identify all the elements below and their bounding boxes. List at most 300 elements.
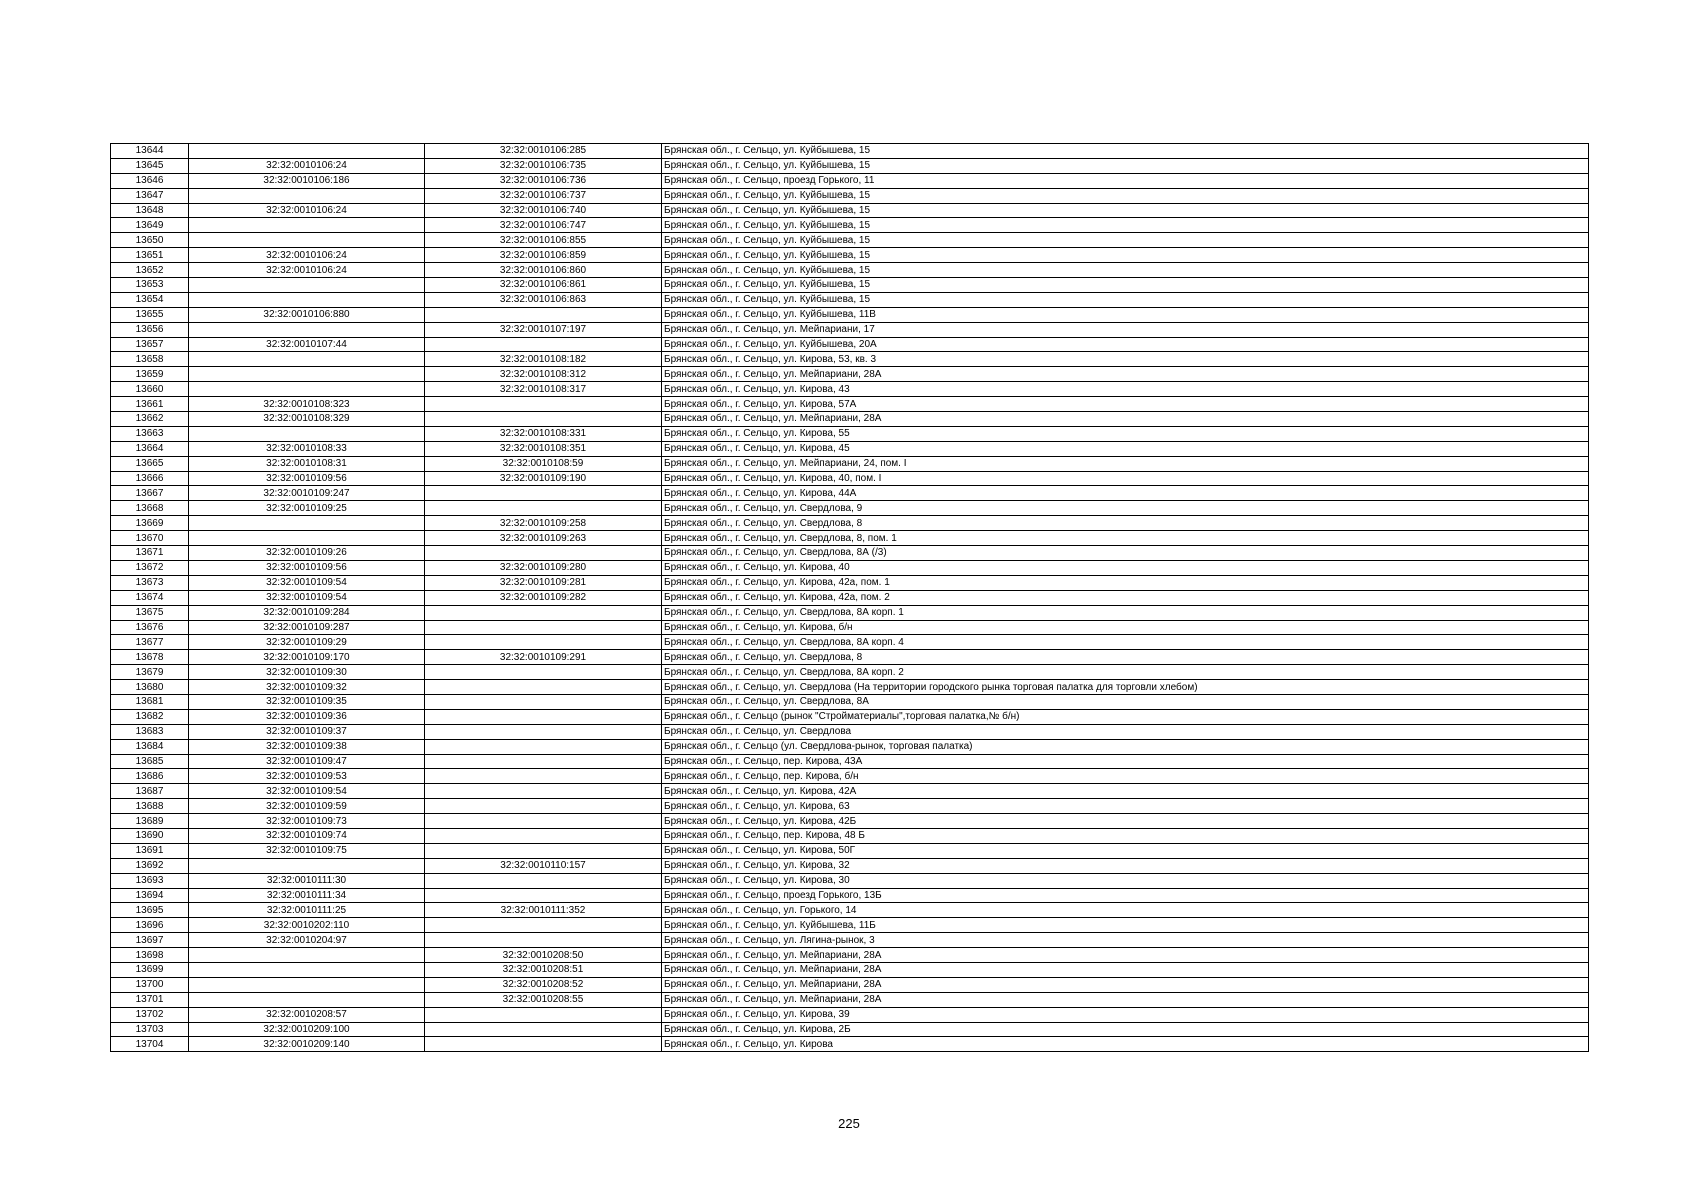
object-cadastral-number-cell xyxy=(425,307,662,322)
land-cadastral-number-cell: 32:32:0010109:54 xyxy=(189,575,425,590)
land-cadastral-number-cell xyxy=(189,188,425,203)
address-cell: Брянская обл., г. Сельцо, ул. Кирова xyxy=(662,1037,1589,1052)
table-row xyxy=(111,248,1589,263)
table-row xyxy=(111,694,1589,709)
object-cadastral-number-cell xyxy=(425,605,662,620)
row-number-cell: 13692 xyxy=(111,858,189,873)
page-number: 225 xyxy=(838,1116,860,1131)
table-row xyxy=(111,560,1589,575)
table-row xyxy=(111,962,1589,977)
table-row xyxy=(111,665,1589,680)
row-number-cell: 13704 xyxy=(111,1037,189,1052)
row-number-cell: 13668 xyxy=(111,501,189,516)
row-number-cell: 13646 xyxy=(111,173,189,188)
address-cell: Брянская обл., г. Сельцо, ул. Кирова, 50Г xyxy=(662,843,1589,858)
land-cadastral-number-cell: 32:32:0010109:56 xyxy=(189,560,425,575)
object-cadastral-number-cell: 32:32:0010208:50 xyxy=(425,948,662,963)
object-cadastral-number-cell xyxy=(425,843,662,858)
row-number-cell: 13665 xyxy=(111,456,189,471)
row-number-cell: 13697 xyxy=(111,933,189,948)
land-cadastral-number-cell xyxy=(189,858,425,873)
land-cadastral-number-cell xyxy=(189,992,425,1007)
row-number-cell: 13661 xyxy=(111,397,189,412)
object-cadastral-number-cell: 32:32:0010108:317 xyxy=(425,382,662,397)
table-row xyxy=(111,367,1589,382)
table-row xyxy=(111,144,1589,159)
table-row xyxy=(111,278,1589,293)
object-cadastral-number-cell: 32:32:0010106:747 xyxy=(425,218,662,233)
row-number-cell: 13648 xyxy=(111,203,189,218)
row-number-cell: 13649 xyxy=(111,218,189,233)
land-cadastral-number-cell xyxy=(189,352,425,367)
object-cadastral-number-cell: 32:32:0010111:352 xyxy=(425,903,662,918)
land-cadastral-number-cell xyxy=(189,322,425,337)
object-cadastral-number-cell: 32:32:0010107:197 xyxy=(425,322,662,337)
table-row xyxy=(111,739,1589,754)
land-cadastral-number-cell xyxy=(189,962,425,977)
address-cell: Брянская обл., г. Сельцо, ул. Куйбышева, 15 xyxy=(662,188,1589,203)
table-row xyxy=(111,873,1589,888)
table-row xyxy=(111,501,1589,516)
address-cell: Брянская обл., г. Сельцо, ул. Кирова, 40, пом. I xyxy=(662,471,1589,486)
address-cell: Брянская обл., г. Сельцо, проезд Горького, 13Б xyxy=(662,888,1589,903)
land-cadastral-number-cell: 32:32:0010109:29 xyxy=(189,635,425,650)
row-number-cell: 13683 xyxy=(111,724,189,739)
table-row xyxy=(111,933,1589,948)
land-cadastral-number-cell: 32:32:0010107:44 xyxy=(189,337,425,352)
table-row xyxy=(111,769,1589,784)
address-cell: Брянская обл., г. Сельцо, ул. Кирова, 45 xyxy=(662,441,1589,456)
table-row xyxy=(111,814,1589,829)
address-cell: Брянская обл., г. Сельцо, проезд Горького, 11 xyxy=(662,173,1589,188)
row-number-cell: 13699 xyxy=(111,962,189,977)
row-number-cell: 13682 xyxy=(111,709,189,724)
address-cell: Брянская обл., г. Сельцо, ул. Кирова, 55 xyxy=(662,426,1589,441)
table-row xyxy=(111,754,1589,769)
row-number-cell: 13672 xyxy=(111,560,189,575)
table-row xyxy=(111,158,1589,173)
table-row xyxy=(111,992,1589,1007)
address-cell: Брянская обл., г. Сельцо, ул. Куйбышева, 15 xyxy=(662,263,1589,278)
table-row xyxy=(111,337,1589,352)
address-cell: Брянская обл., г. Сельцо, ул. Свердлова, 8А xyxy=(662,694,1589,709)
row-number-cell: 13693 xyxy=(111,873,189,888)
address-cell: Брянская обл., г. Сельцо, ул. Свердлова, 8А корп. 2 xyxy=(662,665,1589,680)
row-number-cell: 13695 xyxy=(111,903,189,918)
address-cell: Брянская обл., г. Сельцо, ул. Свердлова, 8 xyxy=(662,516,1589,531)
address-cell: Брянская обл., г. Сельцо, ул. Куйбышева, 11В xyxy=(662,307,1589,322)
row-number-cell: 13690 xyxy=(111,828,189,843)
object-cadastral-number-cell xyxy=(425,665,662,680)
row-number-cell: 13657 xyxy=(111,337,189,352)
address-cell: Брянская обл., г. Сельцо, ул. Свердлова, 8 xyxy=(662,650,1589,665)
table-row xyxy=(111,218,1589,233)
table-row xyxy=(111,233,1589,248)
address-cell: Брянская обл., г. Сельцо, ул. Свердлова, 8А корп. 4 xyxy=(662,635,1589,650)
object-cadastral-number-cell xyxy=(425,814,662,829)
row-number-cell: 13658 xyxy=(111,352,189,367)
address-cell: Брянская обл., г. Сельцо, ул. Кирова, 43 xyxy=(662,382,1589,397)
object-cadastral-number-cell xyxy=(425,337,662,352)
land-cadastral-number-cell: 32:32:0010109:36 xyxy=(189,709,425,724)
table-row xyxy=(111,799,1589,814)
object-cadastral-number-cell: 32:32:0010106:859 xyxy=(425,248,662,263)
table-row xyxy=(111,546,1589,561)
land-cadastral-number-cell xyxy=(189,292,425,307)
table-row xyxy=(111,843,1589,858)
address-cell: Брянская обл., г. Сельцо, ул. Кирова, 42а, пом. 2 xyxy=(662,590,1589,605)
address-cell: Брянская обл., г. Сельцо, ул. Свердлова, 8А (/3) xyxy=(662,546,1589,561)
land-cadastral-number-cell: 32:32:0010106:24 xyxy=(189,263,425,278)
address-cell: Брянская обл., г. Сельцо, ул. Лягина-рынок, 3 xyxy=(662,933,1589,948)
object-cadastral-number-cell xyxy=(425,828,662,843)
land-cadastral-number-cell: 32:32:0010108:33 xyxy=(189,441,425,456)
object-cadastral-number-cell xyxy=(425,1022,662,1037)
object-cadastral-number-cell xyxy=(425,933,662,948)
row-number-cell: 13652 xyxy=(111,263,189,278)
table-row xyxy=(111,1022,1589,1037)
row-number-cell: 13701 xyxy=(111,992,189,1007)
row-number-cell: 13679 xyxy=(111,665,189,680)
row-number-cell: 13653 xyxy=(111,278,189,293)
address-cell: Брянская обл., г. Сельцо, ул. Кирова, 2Б xyxy=(662,1022,1589,1037)
land-cadastral-number-cell: 32:32:0010106:880 xyxy=(189,307,425,322)
object-cadastral-number-cell xyxy=(425,1007,662,1022)
object-cadastral-number-cell xyxy=(425,397,662,412)
object-cadastral-number-cell: 32:32:0010108:182 xyxy=(425,352,662,367)
land-cadastral-number-cell: 32:32:0010109:35 xyxy=(189,694,425,709)
object-cadastral-number-cell: 32:32:0010208:51 xyxy=(425,962,662,977)
object-cadastral-number-cell xyxy=(425,873,662,888)
object-cadastral-number-cell: 32:32:0010106:740 xyxy=(425,203,662,218)
address-cell: Брянская обл., г. Сельцо, ул. Куйбышева, 11Б xyxy=(662,918,1589,933)
address-cell: Брянская обл., г. Сельцо, пер. Кирова, 48 Б xyxy=(662,828,1589,843)
table-row xyxy=(111,486,1589,501)
address-cell: Брянская обл., г. Сельцо, ул. Мейпариани, 24, пом. I xyxy=(662,456,1589,471)
object-cadastral-number-cell xyxy=(425,724,662,739)
table-row xyxy=(111,456,1589,471)
table-row xyxy=(111,575,1589,590)
object-cadastral-number-cell: 32:32:0010108:331 xyxy=(425,426,662,441)
address-cell: Брянская обл., г. Сельцо, ул. Мейпариани, 28А xyxy=(662,412,1589,427)
object-cadastral-number-cell: 32:32:0010106:863 xyxy=(425,292,662,307)
address-cell: Брянская обл., г. Сельцо, ул. Свердлова, 9 xyxy=(662,501,1589,516)
table-row xyxy=(111,784,1589,799)
land-cadastral-number-cell: 32:32:0010109:47 xyxy=(189,754,425,769)
address-cell: Брянская обл., г. Сельцо, ул. Куйбышева, 15 xyxy=(662,218,1589,233)
row-number-cell: 13688 xyxy=(111,799,189,814)
row-number-cell: 13677 xyxy=(111,635,189,650)
address-cell: Брянская обл., г. Сельцо, ул. Свердлова, 8А корп. 1 xyxy=(662,605,1589,620)
row-number-cell: 13702 xyxy=(111,1007,189,1022)
address-cell: Брянская обл., г. Сельцо, ул. Кирова, 39 xyxy=(662,1007,1589,1022)
table-row xyxy=(111,888,1589,903)
address-cell: Брянская обл., г. Сельцо, ул. Мейпариани, 28А xyxy=(662,962,1589,977)
address-cell: Брянская обл., г. Сельцо, пер. Кирова, б/н xyxy=(662,769,1589,784)
table-row xyxy=(111,188,1589,203)
land-cadastral-number-cell: 32:32:0010109:30 xyxy=(189,665,425,680)
object-cadastral-number-cell xyxy=(425,635,662,650)
land-cadastral-number-cell xyxy=(189,278,425,293)
object-cadastral-number-cell xyxy=(425,754,662,769)
object-cadastral-number-cell xyxy=(425,680,662,695)
address-cell: Брянская обл., г. Сельцо, ул. Куйбышева, 15 xyxy=(662,278,1589,293)
table-row xyxy=(111,307,1589,322)
object-cadastral-number-cell xyxy=(425,486,662,501)
address-cell: Брянская обл., г. Сельцо, ул. Кирова, 42А xyxy=(662,784,1589,799)
object-cadastral-number-cell xyxy=(425,888,662,903)
land-cadastral-number-cell xyxy=(189,426,425,441)
table-row xyxy=(111,531,1589,546)
table-row xyxy=(111,903,1589,918)
table-row xyxy=(111,650,1589,665)
land-cadastral-number-cell: 32:32:0010106:24 xyxy=(189,203,425,218)
land-cadastral-number-cell: 32:32:0010109:247 xyxy=(189,486,425,501)
row-number-cell: 13654 xyxy=(111,292,189,307)
row-number-cell: 13664 xyxy=(111,441,189,456)
row-number-cell: 13662 xyxy=(111,412,189,427)
address-cell: Брянская обл., г. Сельцо, ул. Кирова, 32 xyxy=(662,858,1589,873)
row-number-cell: 13684 xyxy=(111,739,189,754)
address-cell: Брянская обл., г. Сельцо, ул. Свердлова xyxy=(662,724,1589,739)
table-row xyxy=(111,605,1589,620)
object-cadastral-number-cell: 32:32:0010110:157 xyxy=(425,858,662,873)
address-cell: Брянская обл., г. Сельцо, ул. Кирова, 40 xyxy=(662,560,1589,575)
object-cadastral-number-cell xyxy=(425,739,662,754)
table-row xyxy=(111,397,1589,412)
object-cadastral-number-cell: 32:32:0010109:280 xyxy=(425,560,662,575)
row-number-cell: 13651 xyxy=(111,248,189,263)
object-cadastral-number-cell: 32:32:0010208:52 xyxy=(425,977,662,992)
address-cell: Брянская обл., г. Сельцо (ул. Свердлова-рынок, торговая палатка) xyxy=(662,739,1589,754)
table-row xyxy=(111,620,1589,635)
land-cadastral-number-cell: 32:32:0010109:37 xyxy=(189,724,425,739)
address-cell: Брянская обл., г. Сельцо, ул. Кирова, 30 xyxy=(662,873,1589,888)
table-row xyxy=(111,590,1589,605)
object-cadastral-number-cell: 32:32:0010106:860 xyxy=(425,263,662,278)
table-row xyxy=(111,635,1589,650)
land-cadastral-number-cell: 32:32:0010111:34 xyxy=(189,888,425,903)
object-cadastral-number-cell: 32:32:0010106:736 xyxy=(425,173,662,188)
land-cadastral-number-cell: 32:32:0010109:38 xyxy=(189,739,425,754)
address-cell: Брянская обл., г. Сельцо, ул. Куйбышева, 15 xyxy=(662,292,1589,307)
address-cell: Брянская обл., г. Сельцо, ул. Мейпариани, 28А xyxy=(662,367,1589,382)
table-row xyxy=(111,1037,1589,1052)
object-cadastral-number-cell xyxy=(425,709,662,724)
address-cell: Брянская обл., г. Сельцо, ул. Мейпариани, 28А xyxy=(662,992,1589,1007)
table-row xyxy=(111,858,1589,873)
table-row xyxy=(111,724,1589,739)
object-cadastral-number-cell xyxy=(425,1037,662,1052)
row-number-cell: 13686 xyxy=(111,769,189,784)
address-cell: Брянская обл., г. Сельцо (рынок "Стройматериалы",торговая палатка,№ б/н) xyxy=(662,709,1589,724)
row-number-cell: 13700 xyxy=(111,977,189,992)
land-cadastral-number-cell: 32:32:0010202:110 xyxy=(189,918,425,933)
land-cadastral-number-cell xyxy=(189,531,425,546)
land-cadastral-number-cell xyxy=(189,977,425,992)
object-cadastral-number-cell: 32:32:0010108:312 xyxy=(425,367,662,382)
object-cadastral-number-cell xyxy=(425,799,662,814)
address-cell: Брянская обл., г. Сельцо, ул. Куйбышева, 15 xyxy=(662,144,1589,159)
row-number-cell: 13655 xyxy=(111,307,189,322)
table-row xyxy=(111,828,1589,843)
land-cadastral-number-cell: 32:32:0010209:140 xyxy=(189,1037,425,1052)
land-cadastral-number-cell: 32:32:0010108:323 xyxy=(189,397,425,412)
address-cell: Брянская обл., г. Сельцо, ул. Куйбышева, 15 xyxy=(662,248,1589,263)
table-row xyxy=(111,263,1589,278)
registry-table-body xyxy=(111,144,1589,1052)
land-cadastral-number-cell: 32:32:0010109:26 xyxy=(189,546,425,561)
land-cadastral-number-cell: 32:32:0010109:59 xyxy=(189,799,425,814)
object-cadastral-number-cell: 32:32:0010208:55 xyxy=(425,992,662,1007)
object-cadastral-number-cell: 32:32:0010109:281 xyxy=(425,575,662,590)
address-cell: Брянская обл., г. Сельцо, ул. Куйбышева, 15 xyxy=(662,203,1589,218)
object-cadastral-number-cell: 32:32:0010109:258 xyxy=(425,516,662,531)
object-cadastral-number-cell xyxy=(425,784,662,799)
table-row xyxy=(111,322,1589,337)
table-row xyxy=(111,948,1589,963)
land-cadastral-number-cell: 32:32:0010109:170 xyxy=(189,650,425,665)
land-cadastral-number-cell xyxy=(189,382,425,397)
land-cadastral-number-cell: 32:32:0010108:329 xyxy=(189,412,425,427)
row-number-cell: 13667 xyxy=(111,486,189,501)
address-cell: Брянская обл., г. Сельцо, ул. Куйбышева, 15 xyxy=(662,233,1589,248)
row-number-cell: 13663 xyxy=(111,426,189,441)
row-number-cell: 13703 xyxy=(111,1022,189,1037)
object-cadastral-number-cell: 32:32:0010109:291 xyxy=(425,650,662,665)
land-cadastral-number-cell: 32:32:0010108:31 xyxy=(189,456,425,471)
address-cell: Брянская обл., г. Сельцо, пер. Кирова, 43А xyxy=(662,754,1589,769)
row-number-cell: 13666 xyxy=(111,471,189,486)
table-row xyxy=(111,203,1589,218)
row-number-cell: 13673 xyxy=(111,575,189,590)
land-cadastral-number-cell xyxy=(189,516,425,531)
registry-table xyxy=(110,143,1589,1052)
table-row xyxy=(111,471,1589,486)
object-cadastral-number-cell: 32:32:0010106:861 xyxy=(425,278,662,293)
land-cadastral-number-cell xyxy=(189,218,425,233)
land-cadastral-number-cell: 32:32:0010109:25 xyxy=(189,501,425,516)
land-cadastral-number-cell: 32:32:0010208:57 xyxy=(189,1007,425,1022)
land-cadastral-number-cell: 32:32:0010109:53 xyxy=(189,769,425,784)
land-cadastral-number-cell xyxy=(189,367,425,382)
address-cell: Брянская обл., г. Сельцо, ул. Кирова, б/н xyxy=(662,620,1589,635)
address-cell: Брянская обл., г. Сельцо, ул. Свердлова (На территории городского рынка торговая палатка для торговли хлебом) xyxy=(662,680,1589,695)
table-row xyxy=(111,516,1589,531)
address-cell: Брянская обл., г. Сельцо, ул. Мейпариани, 28А xyxy=(662,948,1589,963)
table-row xyxy=(111,977,1589,992)
land-cadastral-number-cell xyxy=(189,144,425,159)
land-cadastral-number-cell: 32:32:0010209:100 xyxy=(189,1022,425,1037)
row-number-cell: 13680 xyxy=(111,680,189,695)
row-number-cell: 13656 xyxy=(111,322,189,337)
land-cadastral-number-cell: 32:32:0010109:287 xyxy=(189,620,425,635)
row-number-cell: 13687 xyxy=(111,784,189,799)
address-cell: Брянская обл., г. Сельцо, ул. Мейпариани, 17 xyxy=(662,322,1589,337)
object-cadastral-number-cell: 32:32:0010108:351 xyxy=(425,441,662,456)
land-cadastral-number-cell: 32:32:0010109:54 xyxy=(189,784,425,799)
row-number-cell: 13696 xyxy=(111,918,189,933)
land-cadastral-number-cell: 32:32:0010106:24 xyxy=(189,248,425,263)
land-cadastral-number-cell: 32:32:0010109:54 xyxy=(189,590,425,605)
row-number-cell: 13674 xyxy=(111,590,189,605)
land-cadastral-number-cell: 32:32:0010111:30 xyxy=(189,873,425,888)
row-number-cell: 13659 xyxy=(111,367,189,382)
row-number-cell: 13681 xyxy=(111,694,189,709)
row-number-cell: 13678 xyxy=(111,650,189,665)
row-number-cell: 13691 xyxy=(111,843,189,858)
table-row xyxy=(111,426,1589,441)
object-cadastral-number-cell xyxy=(425,918,662,933)
row-number-cell: 13675 xyxy=(111,605,189,620)
address-cell: Брянская обл., г. Сельцо, ул. Куйбышева, 15 xyxy=(662,158,1589,173)
object-cadastral-number-cell: 32:32:0010109:263 xyxy=(425,531,662,546)
address-cell: Брянская обл., г. Сельцо, ул. Кирова, 63 xyxy=(662,799,1589,814)
table-row xyxy=(111,292,1589,307)
land-cadastral-number-cell: 32:32:0010111:25 xyxy=(189,903,425,918)
land-cadastral-number-cell: 32:32:0010109:56 xyxy=(189,471,425,486)
land-cadastral-number-cell: 32:32:0010109:75 xyxy=(189,843,425,858)
row-number-cell: 13669 xyxy=(111,516,189,531)
address-cell: Брянская обл., г. Сельцо, ул. Кирова, 53, кв. 3 xyxy=(662,352,1589,367)
table-row xyxy=(111,352,1589,367)
row-number-cell: 13676 xyxy=(111,620,189,635)
object-cadastral-number-cell xyxy=(425,694,662,709)
row-number-cell: 13671 xyxy=(111,546,189,561)
row-number-cell: 13650 xyxy=(111,233,189,248)
land-cadastral-number-cell: 32:32:0010109:284 xyxy=(189,605,425,620)
address-cell: Брянская обл., г. Сельцо, ул. Кирова, 57А xyxy=(662,397,1589,412)
row-number-cell: 13698 xyxy=(111,948,189,963)
land-cadastral-number-cell: 32:32:0010106:24 xyxy=(189,158,425,173)
land-cadastral-number-cell: 32:32:0010109:32 xyxy=(189,680,425,695)
address-cell: Брянская обл., г. Сельцо, ул. Кирова, 42а, пом. 1 xyxy=(662,575,1589,590)
address-cell: Брянская обл., г. Сельцо, ул. Горького, 14 xyxy=(662,903,1589,918)
table-row xyxy=(111,709,1589,724)
object-cadastral-number-cell xyxy=(425,412,662,427)
object-cadastral-number-cell xyxy=(425,546,662,561)
object-cadastral-number-cell xyxy=(425,501,662,516)
row-number-cell: 13647 xyxy=(111,188,189,203)
land-cadastral-number-cell xyxy=(189,233,425,248)
row-number-cell: 13689 xyxy=(111,814,189,829)
object-cadastral-number-cell: 32:32:0010109:190 xyxy=(425,471,662,486)
object-cadastral-number-cell: 32:32:0010106:285 xyxy=(425,144,662,159)
table-row xyxy=(111,382,1589,397)
address-cell: Брянская обл., г. Сельцо, ул. Свердлова, 8, пом. 1 xyxy=(662,531,1589,546)
table-row xyxy=(111,412,1589,427)
table-row xyxy=(111,680,1589,695)
address-cell: Брянская обл., г. Сельцо, ул. Куйбышева, 20А xyxy=(662,337,1589,352)
object-cadastral-number-cell: 32:32:0010108:59 xyxy=(425,456,662,471)
land-cadastral-number-cell: 32:32:0010109:73 xyxy=(189,814,425,829)
object-cadastral-number-cell: 32:32:0010106:735 xyxy=(425,158,662,173)
table-row xyxy=(111,918,1589,933)
object-cadastral-number-cell: 32:32:0010109:282 xyxy=(425,590,662,605)
row-number-cell: 13644 xyxy=(111,144,189,159)
row-number-cell: 13694 xyxy=(111,888,189,903)
object-cadastral-number-cell xyxy=(425,620,662,635)
table-row xyxy=(111,441,1589,456)
land-cadastral-number-cell: 32:32:0010109:74 xyxy=(189,828,425,843)
land-cadastral-number-cell: 32:32:0010106:186 xyxy=(189,173,425,188)
table-row xyxy=(111,1007,1589,1022)
object-cadastral-number-cell: 32:32:0010106:855 xyxy=(425,233,662,248)
table-row xyxy=(111,173,1589,188)
land-cadastral-number-cell xyxy=(189,948,425,963)
address-cell: Брянская обл., г. Сельцо, ул. Кирова, 42Б xyxy=(662,814,1589,829)
land-cadastral-number-cell: 32:32:0010204:97 xyxy=(189,933,425,948)
